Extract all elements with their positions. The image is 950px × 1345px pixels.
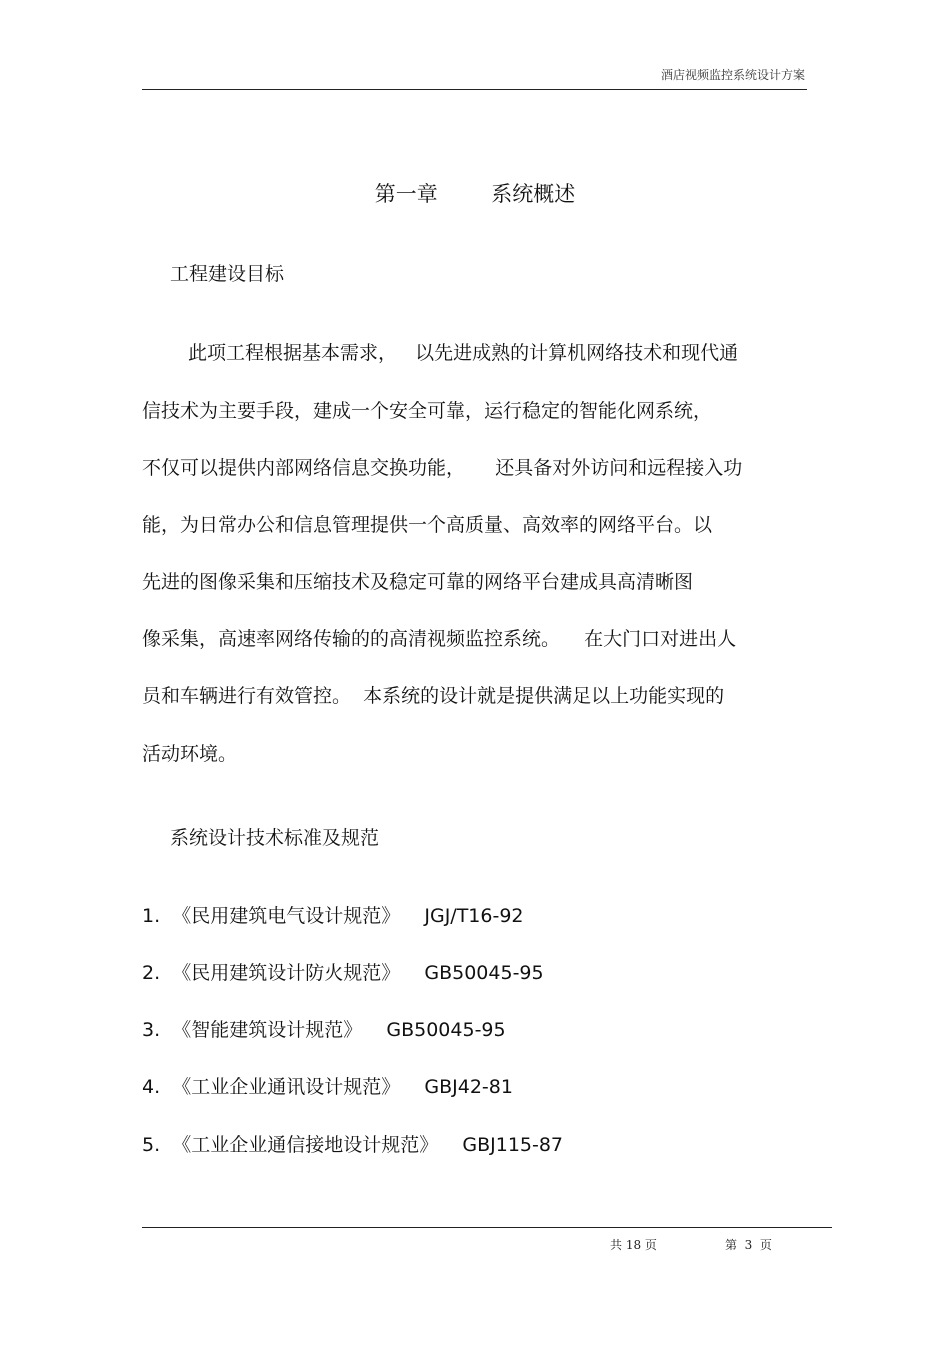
standard-list-item: 4. 《工业企业通讯设计规范》 GBJ42-81	[142, 1076, 513, 1098]
section-heading-standards: 系统设计技术标准及规范	[170, 827, 380, 849]
paragraph-line: 不仅可以提供内部网络信息交换功能， 还具备对外访问和远程接入功	[142, 457, 743, 479]
paragraph-line: 能，为日常办公和信息管理提供一个高质量、高效率的网络平台。以	[142, 514, 713, 536]
paragraph-line: 员和车辆进行有效管控。 本系统的设计就是提供满足以上功能实现的	[142, 685, 725, 707]
header-divider	[142, 89, 807, 90]
section-heading-project-goal: 工程建设目标	[170, 263, 285, 285]
paragraph-line: 像采集，高速率网络传输的的高清视频监控系统。 在大门口对进出人	[142, 628, 737, 650]
chapter-title: 第一章 系统概述	[374, 182, 576, 206]
document-header-title: 酒店视频监控系统设计方案	[660, 68, 805, 82]
footer-divider	[142, 1227, 832, 1228]
footer-page-number: 第 3 页	[725, 1238, 772, 1252]
paragraph-line: 信技术为主要手段，建成一个安全可靠，运行稳定的智能化网系统，	[142, 400, 713, 422]
standard-list-item: 5. 《工业企业通信接地设计规范》 GBJ115-87	[142, 1134, 564, 1156]
paragraph-line: 此项工程根据基本需求， 以先进成熟的计算机网络技术和现代通	[188, 342, 739, 364]
standard-list-item: 3. 《智能建筑设计规范》 GB50045-95	[142, 1019, 506, 1041]
paragraph-line: 活动环境。	[142, 743, 238, 765]
standard-list-item: 1. 《民用建筑电气设计规范》 JGJ/T16-92	[142, 905, 524, 927]
paragraph-line: 先进的图像采集和压缩技术及稳定可靠的网络平台建成具高清晰图	[142, 571, 694, 593]
standard-list-item: 2. 《民用建筑设计防火规范》 GB50045-95	[142, 962, 544, 984]
footer-total-pages: 共 18 页	[610, 1238, 657, 1252]
